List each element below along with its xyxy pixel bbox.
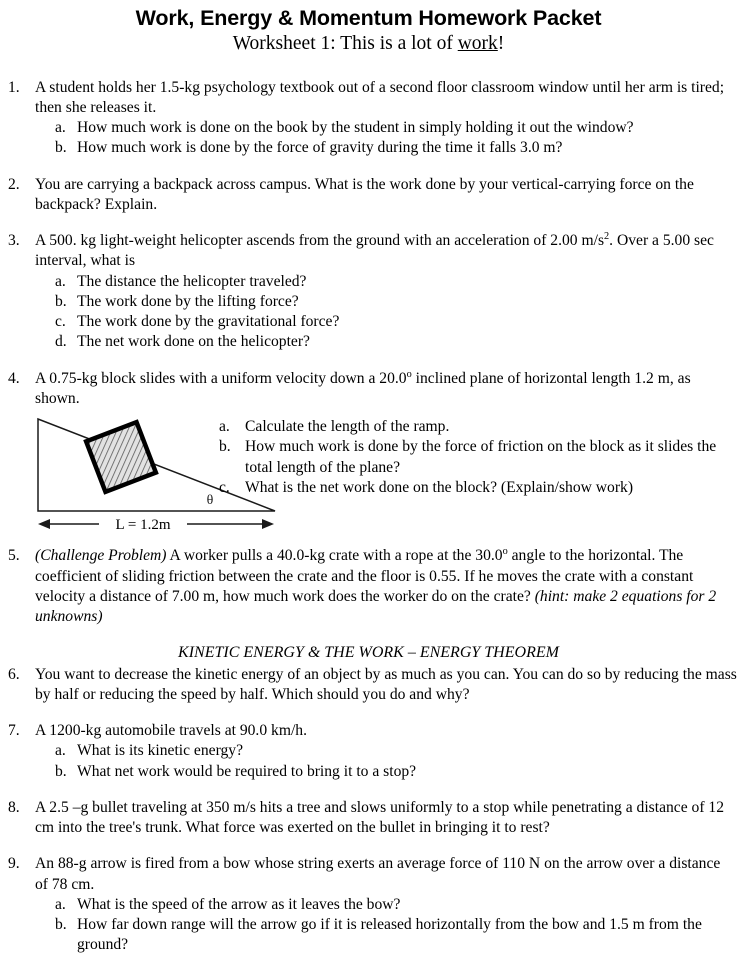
sub-text: The work done by the gravitational force?	[77, 313, 340, 331]
sub-letter: b.	[55, 292, 67, 310]
sub-text: The net work done on the helicopter?	[77, 333, 310, 351]
question-9-subitems	[35, 895, 737, 956]
question-5-text	[35, 546, 737, 627]
sub-text: The distance the helicopter traveled?	[77, 272, 307, 290]
sub-text: How much work is done by the force of gravity during the time it falls 3.0 m?	[77, 139, 563, 157]
question-5-text-part2: angle to the horizontal. The coefficient of sliding friction between the crate and the floor is 0.55. If he moves the crate with a constant velocity a distance of 7.00 m, how much work does the worker do on the crate?	[35, 547, 694, 605]
question-3-subitems	[35, 272, 737, 353]
sub-letter: a.	[55, 272, 66, 290]
question-7-sub-b	[35, 762, 737, 782]
question-3-number: 3.	[8, 232, 20, 250]
question-5-hint: (hint: make 2 equations for 2 unknowns)	[35, 587, 717, 626]
question-7-text: A 1200-kg automobile travels at 90.0 km/h.	[35, 722, 307, 740]
sub-text: How much work is done on the book by the student in simply holding it out the window?	[77, 119, 634, 137]
question-4-subitems	[205, 409, 737, 498]
question-1	[0, 78, 737, 159]
sub-letter: a.	[55, 742, 66, 760]
sub-text: How far down range will the arrow go if it is released horizontally from the bow and 1.5 m from the ground?	[77, 916, 702, 954]
question-2	[0, 175, 737, 216]
question-8-text: A 2.5 –g bullet traveling at 350 m/s hits a tree and slows uniformly to a stop while penetrating a distance of 12 cm into the tree's trunk. What force was exerted on the bullet in bringing it to rest?	[35, 798, 725, 837]
question-1-number: 1.	[8, 78, 20, 96]
question-8	[0, 798, 737, 839]
question-3-superscript: 2	[604, 230, 610, 242]
sub-letter: b.	[55, 139, 67, 157]
question-5-text-part1: A worker pulls a 40.0-kg crate with a rope at the 30.0	[166, 547, 503, 565]
question-7	[0, 721, 737, 782]
question-5	[0, 546, 737, 627]
question-9-text: An 88-g arrow is fired from a bow whose string exerts an average force of 110 N on the arrow over a distance of 78 cm.	[35, 855, 721, 893]
sub-letter: a.	[55, 895, 66, 913]
question-3-text	[35, 231, 737, 272]
question-4-sub-b	[205, 437, 737, 478]
question-5-number: 5.	[8, 547, 20, 565]
sub-text: What is the speed of the arrow as it leaves the bow?	[77, 895, 401, 913]
question-1-text: A student holds her 1.5-kg psychology textbook out of a second floor classroom window until her arm is tired; then she releases it.	[35, 78, 725, 116]
sub-letter: b.	[219, 438, 231, 456]
question-7-number: 7.	[8, 722, 20, 740]
theta-label: θ	[206, 493, 214, 509]
question-2-number: 2.	[8, 175, 20, 193]
question-3-sub-c	[35, 312, 737, 332]
sub-text: What net work would be required to bring it to a stop?	[77, 762, 417, 780]
question-3-text-part1: A 500. kg light-weight helicopter ascends from the ground with an acceleration of 2.00 m/s	[35, 232, 605, 250]
question-9-sub-a	[35, 895, 737, 915]
page-subtitle	[0, 33, 737, 55]
question-1-subitems	[35, 118, 737, 159]
question-4-sub-c	[205, 478, 737, 498]
question-9	[0, 854, 737, 955]
question-1-sub-a	[35, 118, 737, 138]
question-3	[0, 231, 737, 353]
question-9-sub-b	[35, 915, 737, 956]
question-3-sub-a	[35, 272, 737, 292]
question-6-text: You want to decrease the kinetic energy of an object by as much as you can. You can do so by reducing the mass by half or reducing the speed by half. Which should you do and why?	[35, 665, 737, 703]
question-6-number: 6.	[8, 665, 20, 683]
worksheet-page	[0, 6, 737, 976]
degree-symbol: o	[502, 546, 508, 558]
sub-text: How much work is done by the force of friction on the block as it slides the total length of the plane?	[245, 438, 717, 476]
question-6	[0, 665, 737, 706]
sub-text: What is its kinetic energy?	[77, 742, 243, 760]
question-4-sub-a	[205, 417, 737, 437]
question-4-number: 4.	[8, 369, 20, 387]
question-8-number: 8.	[8, 798, 20, 816]
challenge-problem-tag: (Challenge Problem)	[35, 547, 167, 565]
base-length-label: L = 1.2m	[115, 517, 171, 534]
question-3-sub-b	[35, 292, 737, 312]
subtitle-underlined-word: work	[457, 33, 498, 55]
question-4	[0, 369, 737, 535]
question-list-continued	[0, 665, 737, 956]
section-heading-kinetic-energy: KINETIC ENERGY & THE WORK – ENERGY THEOREM	[178, 644, 559, 662]
sub-text: Calculate the length of the ramp.	[245, 418, 450, 436]
question-4-figure-and-subitems	[35, 409, 737, 534]
subtitle-suffix: !	[497, 33, 505, 55]
question-4-text	[35, 369, 737, 410]
question-4-text-part1: A 0.75-kg block slides with a uniform velocity down a 20.0	[35, 369, 407, 387]
degree-symbol: o	[406, 368, 412, 380]
question-7-sub-a	[35, 741, 737, 761]
sub-text: What is the net work done on the block? (Explain/show work)	[245, 479, 634, 497]
figure-spacer	[35, 498, 737, 534]
question-1-sub-b	[35, 138, 737, 158]
sub-letter: b.	[55, 762, 67, 780]
page-title: Work, Energy & Momentum Homework Packet	[135, 6, 602, 30]
question-3-sub-d	[35, 332, 737, 352]
question-3-text-part2: . Over a 5.00 sec interval, what is	[35, 232, 714, 270]
sliding-block	[86, 422, 156, 492]
sub-letter: a.	[55, 119, 66, 137]
question-2-text: You are carrying a backpack across campus. What is the work done by your vertical-carrying force on the backpack? Explain.	[35, 175, 694, 213]
sub-letter: d.	[55, 333, 67, 351]
subtitle-prefix: Worksheet 1: This is a lot of	[232, 33, 458, 55]
sub-letter: a.	[219, 418, 230, 436]
sub-letter: b.	[55, 916, 67, 934]
question-7-subitems	[35, 741, 737, 782]
question-4-text-part2: inclined plane of horizontal length 1.2 m, as shown.	[35, 369, 691, 407]
sub-letter: c.	[55, 313, 66, 331]
question-9-number: 9.	[8, 855, 20, 873]
sub-text: The work done by the lifting force?	[77, 292, 299, 310]
question-list	[0, 78, 737, 628]
sub-letter: c.	[219, 479, 230, 497]
